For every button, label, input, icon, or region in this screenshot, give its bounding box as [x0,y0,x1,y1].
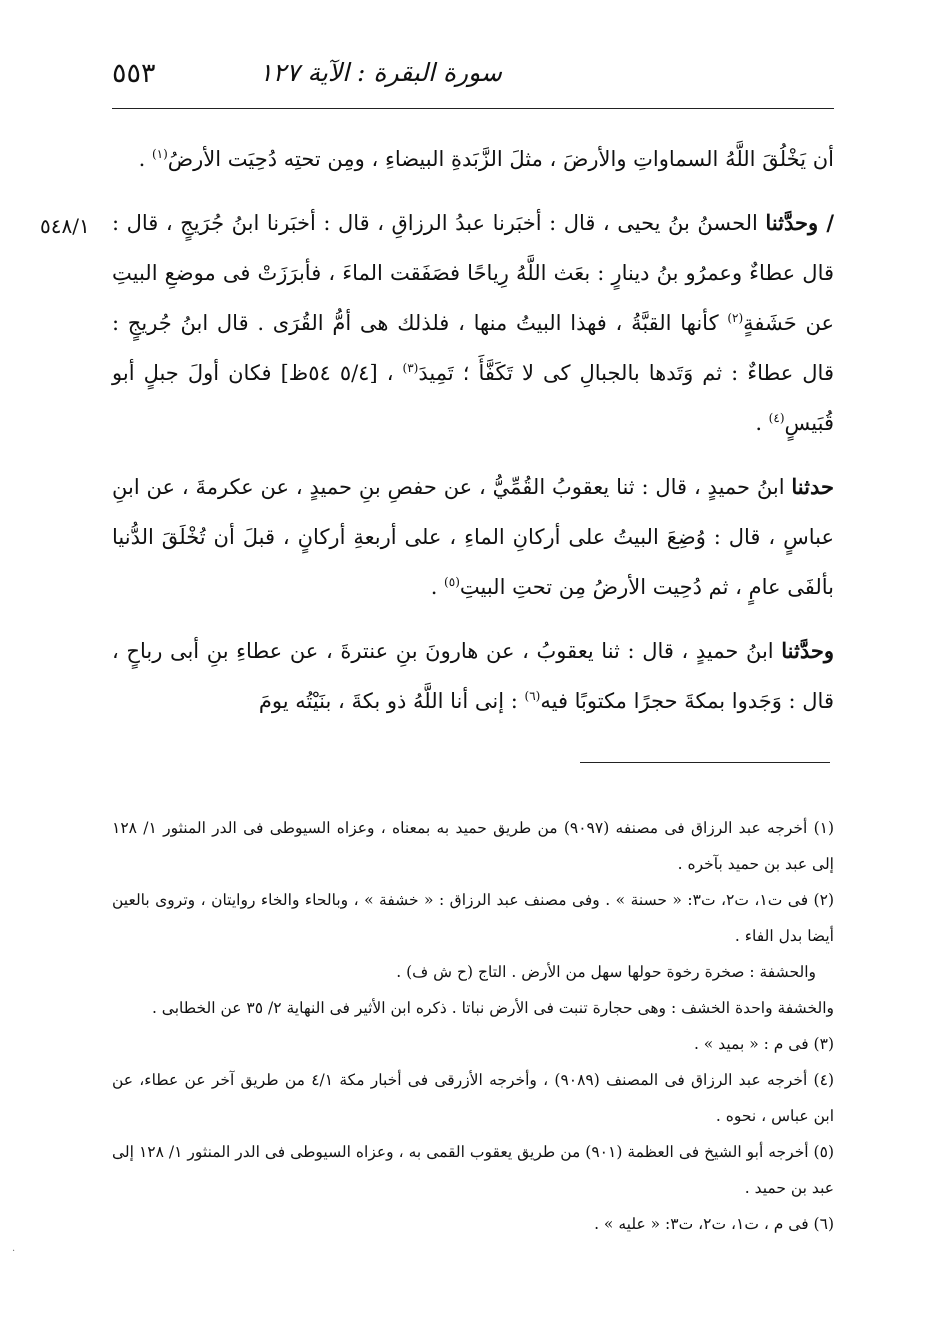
paragraph-4 [112,626,834,726]
paragraph-2 [112,198,834,448]
header-rule [112,108,834,109]
margin-reference: ٥٤٨/١ [40,214,90,238]
footnote-marker: (٢) [727,311,744,325]
footnote-item: (٢) فى ت١، ت٢، ت٣: « حسنة » . وفى مصنف عبد الرزاق : « خشفة » ، وبالحاء والخاء روايتان ، وتروى بالعين أيضا بدل الفاء . [112,891,834,945]
paragraph-tail: . [138,147,152,171]
paragraph-lead: / وحدَّثنا [765,210,834,235]
footnote-item: (١) أخرجه عبد الرزاق فى مصنفه (٩٠٩٧) من طريق حميد به بمعناه ، وعزاه السيوطى فى الدر المنثور ١/ ١٢٨ إلى عبد بن حميد بآخره . [112,819,835,873]
footnote-item: (٦) فى م ، ت١، ت٢، ت٣: « عليه » . [594,1215,834,1233]
paragraph-1 [112,134,834,184]
main-text [112,134,834,726]
paragraph-text: ابنُ حميدٍ ، قال : ثنا يعقوبُ القُمِّيُّ ، عن حفصِ بنِ حميدٍ ، عن عكرمةَ ، عن ابنِ عباسٍ ، قال : وُضِعَ البيتُ على أركانِ الماءِ ، على أربعةِ أركانٍ ، قبلَ أن تُخْلَقَ الدُّنيا بألفَى عامٍ ، ثم دُحِيت الأرضُ مِن تحتِ البيتِ [112,475,834,599]
paragraph-text: ابنُ حميدٍ ، قال : ثنا يعقوبُ ، عن هارونَ بنِ عنترةَ ، عن عطاءِ بنِ أبى رباحٍ ، قال : وَجَدوا بمكةَ حجرًا مكتوبًا فيه [112,639,834,713]
footnote-marker: (٣) [402,361,419,375]
footnote-item: والحشفة : صخرة رخوة حولها سهل من الأرض . التاج (ح ش ف) . [396,963,816,981]
paragraph-text: الحسنُ بنُ يحيى ، قال : أخبَرنا عبدُ الرزاقِ ، قال : أخبَرنا ابنُ جُرَيجٍ ، قال : قال عطاءٌ وعمرُو بنُ دينارٍ : بعَث اللَّهُ رِياحًا فصَفَقت الماءَ ، فأبرَزَتْ فى موضعِ البيتِ عن حَشَفةٍ [112,211,834,335]
paragraph-lead: وحدَّثنا [781,638,834,663]
footnote-marker: (١) [151,147,168,161]
page-number: ٥٥٣ [112,58,156,89]
paragraph-text: كأنها القبَّةُ ، فهذا البيتُ منها ، فلذلك هى أمُّ القُرَى . قال ابنُ جُريجٍ : قال عطاءٌ : ثم وَتَدها بالجبالِ كى لا تَكَفَّأَ ؛ تَمِيدَ [112,311,834,385]
footnote-marker: (٥) [444,575,460,589]
paragraph-text: أن يَخْلُقَ اللَّهُ السماواتِ والأرضَ ، مثلَ الزَّبَدةِ البيضاءِ ، ومِن تحتِه دُحِيَت الأرضُ [167,147,834,171]
footnote-rule [580,762,830,763]
paragraph-text: ، [٥/٤ ٥٤ظ] فكان أولَ جبلٍ أبو قُبَيسٍ [112,361,834,435]
footnote-marker: (٦) [524,689,541,703]
footnote-item: والخشفة واحدة الخشف : وهى حجارة تنبت فى الأرض نباتا . ذكره ابن الأثير فى النهاية ٢/ ٣٥ عن الخطابى . [151,999,834,1017]
footnote-item: (٣) فى م : « بميد » . [693,1035,834,1053]
scan-mark: · [12,1246,16,1257]
footnote-item: (٤) أخرجه عبد الرزاق فى المصنف (٩٠٨٩) ، وأخرجه الأزرقى فى أخبار مكة ٤/١ من طريق آخر عن عطاء، عن ابن عباس ، نحوه . [112,1071,834,1125]
paragraph-3 [112,462,834,612]
paragraph-tail: . [755,411,769,435]
footnotes [112,810,834,1242]
paragraph-tail: . [430,575,445,599]
paragraph-lead: حدثنا [791,474,834,499]
running-title: سورة البقرة : الآية ١٢٧ [259,58,502,87]
footnote-marker: (٤) [768,411,785,425]
footnote-item: (٥) أخرجه أبو الشيخ فى العظمة (٩٠١) من طريق يعقوب القمى به ، وعزاه السيوطى فى الدر المنثور ١/ ١٢٨ إلى عبد بن حميد . [112,1143,834,1197]
paragraph-tail: : إنى أنا اللَّهُ ذو بكةَ ، بنَيْتُه يومَ [258,689,525,713]
page-header [112,52,832,112]
